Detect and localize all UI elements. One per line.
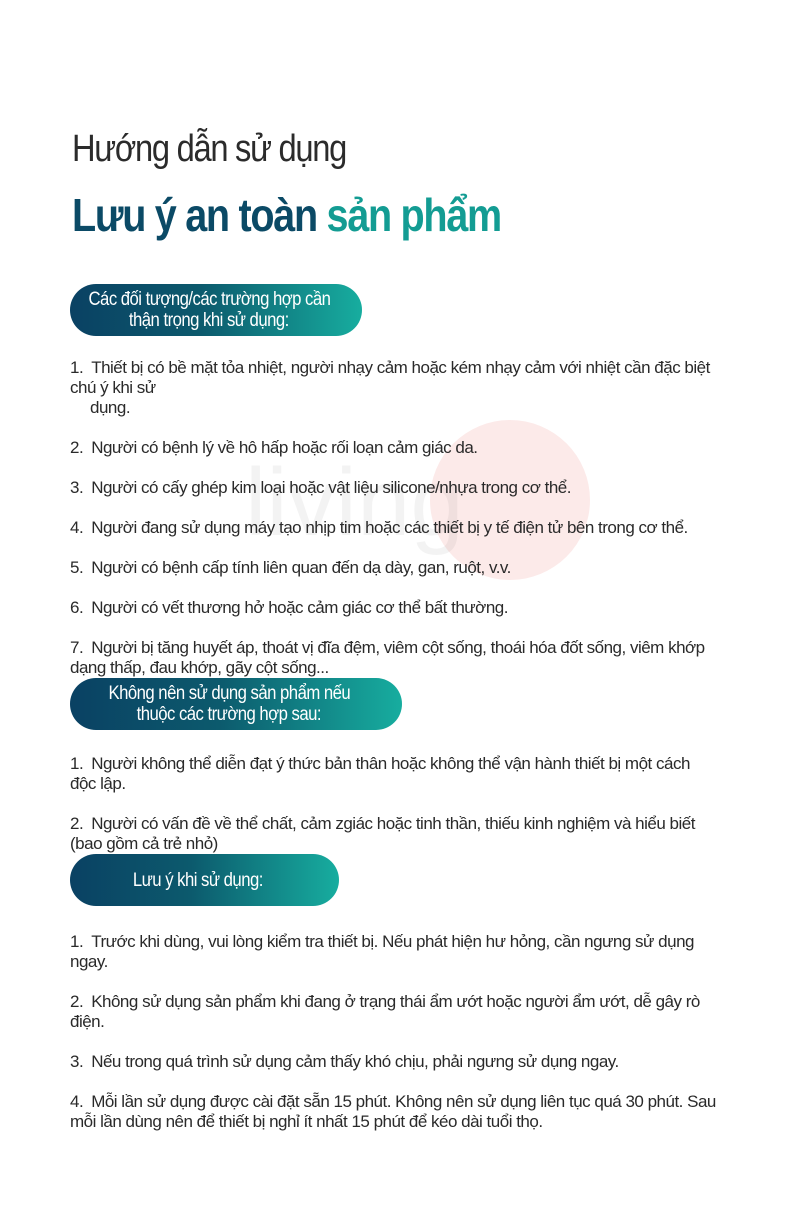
list-item — [70, 814, 730, 854]
title-part2: sản phẩm — [326, 189, 501, 241]
item-text: Người không thể diễn đạt ý thức bản thân hoặc không thể vận hành thiết bị một cách độc lập. — [70, 754, 690, 793]
list-item — [70, 1052, 730, 1072]
item-text: Người có bệnh cấp tính liên quan đến dạ dày, gan, ruột, v.v. — [91, 558, 511, 577]
item-number: 2. — [70, 814, 84, 833]
list-item — [70, 518, 730, 538]
item-text: Mỗi lần sử dụng được cài đặt sẵn 15 phút. Không nên sử dụng liên tục quá 30 phút. Sau mỗi lần dùng nên để thiết bị nghỉ ít nhất 15 phút để kéo dài tuổi thọ. — [70, 1092, 716, 1131]
item-text: Người bị tăng huyết áp, thoát vị đĩa đệm, viêm cột sống, thoái hóa đốt sống, viêm khớp dạng thấp, đau khớp, gãy cột sống... — [70, 638, 705, 677]
item-number: 2. — [70, 438, 84, 457]
section-heading-usage-notes — [70, 854, 339, 906]
list-item — [70, 438, 730, 458]
section-heading-line2: thuộc các trường hợp sau: — [136, 704, 322, 725]
section-heading-caution — [70, 284, 362, 336]
item-text: Nếu trong quá trình sử dụng cảm thấy khó chịu, phải ngưng sử dụng ngay. — [91, 1052, 619, 1071]
item-text: Người có cấy ghép kim loại hoặc vật liệu silicone/nhựa trong cơ thể. — [91, 478, 571, 497]
list-item — [70, 558, 730, 578]
item-number: 1. — [70, 358, 84, 377]
usage-notes-list — [70, 932, 730, 1152]
list-item — [70, 932, 730, 972]
item-text-continued: dụng. — [90, 398, 131, 417]
item-number: 4. — [70, 518, 84, 537]
caution-list — [70, 358, 730, 698]
page-title — [72, 188, 501, 242]
item-number: 2. — [70, 992, 84, 1011]
item-number: 3. — [70, 1052, 84, 1071]
list-item — [70, 638, 730, 678]
section-heading-line1: Các đối tượng/các trường hợp cần — [88, 289, 330, 310]
item-number: 4. — [70, 1092, 84, 1111]
list-item — [70, 598, 730, 618]
item-number: 1. — [70, 754, 84, 773]
list-item — [70, 478, 730, 498]
list-item — [70, 992, 730, 1032]
item-text: Thiết bị có bề mặt tỏa nhiệt, người nhạy cảm hoặc kém nhạy cảm với nhiệt cần đặc biệt chú ý khi sử — [70, 358, 710, 397]
item-text: Người có bệnh lý về hô hấp hoặc rối loạn cảm giác da. — [91, 438, 478, 457]
item-text: Trước khi dùng, vui lòng kiểm tra thiết bị. Nếu phát hiện hư hỏng, cần ngưng sử dụng ngay. — [70, 932, 694, 971]
list-item — [70, 754, 730, 794]
list-item — [70, 1092, 730, 1132]
title-part1: Lưu ý an toàn — [72, 189, 317, 241]
item-number: 3. — [70, 478, 84, 497]
item-text: Người đang sử dụng máy tạo nhịp tim hoặc các thiết bị y tế điện tử bên trong cơ thể. — [91, 518, 688, 537]
item-number: 5. — [70, 558, 84, 577]
section-heading-line1: Lưu ý khi sử dụng: — [132, 869, 263, 891]
item-number: 1. — [70, 932, 84, 951]
item-number: 6. — [70, 598, 84, 617]
item-text: Người có vết thương hở hoặc cảm giác cơ thể bất thường. — [91, 598, 508, 617]
list-item — [70, 358, 730, 418]
page-subtitle: Hướng dẫn sử dụng — [72, 128, 347, 170]
section-heading-line1: Không nên sử dụng sản phẩm nếu — [108, 683, 350, 704]
section-heading-line2: thận trọng khi sử dụng: — [129, 310, 289, 331]
section-heading-do-not-use — [70, 678, 402, 730]
item-text: Không sử dụng sản phẩm khi đang ở trạng thái ẩm ướt hoặc người ẩm ướt, dễ gây rò điện. — [70, 992, 700, 1031]
item-number: 7. — [70, 638, 84, 657]
item-text: Người có vấn đề về thể chất, cảm zgiác hoặc tinh thần, thiếu kinh nghiệm và hiểu biết (bao gồm cả trẻ nhỏ) — [70, 814, 695, 853]
